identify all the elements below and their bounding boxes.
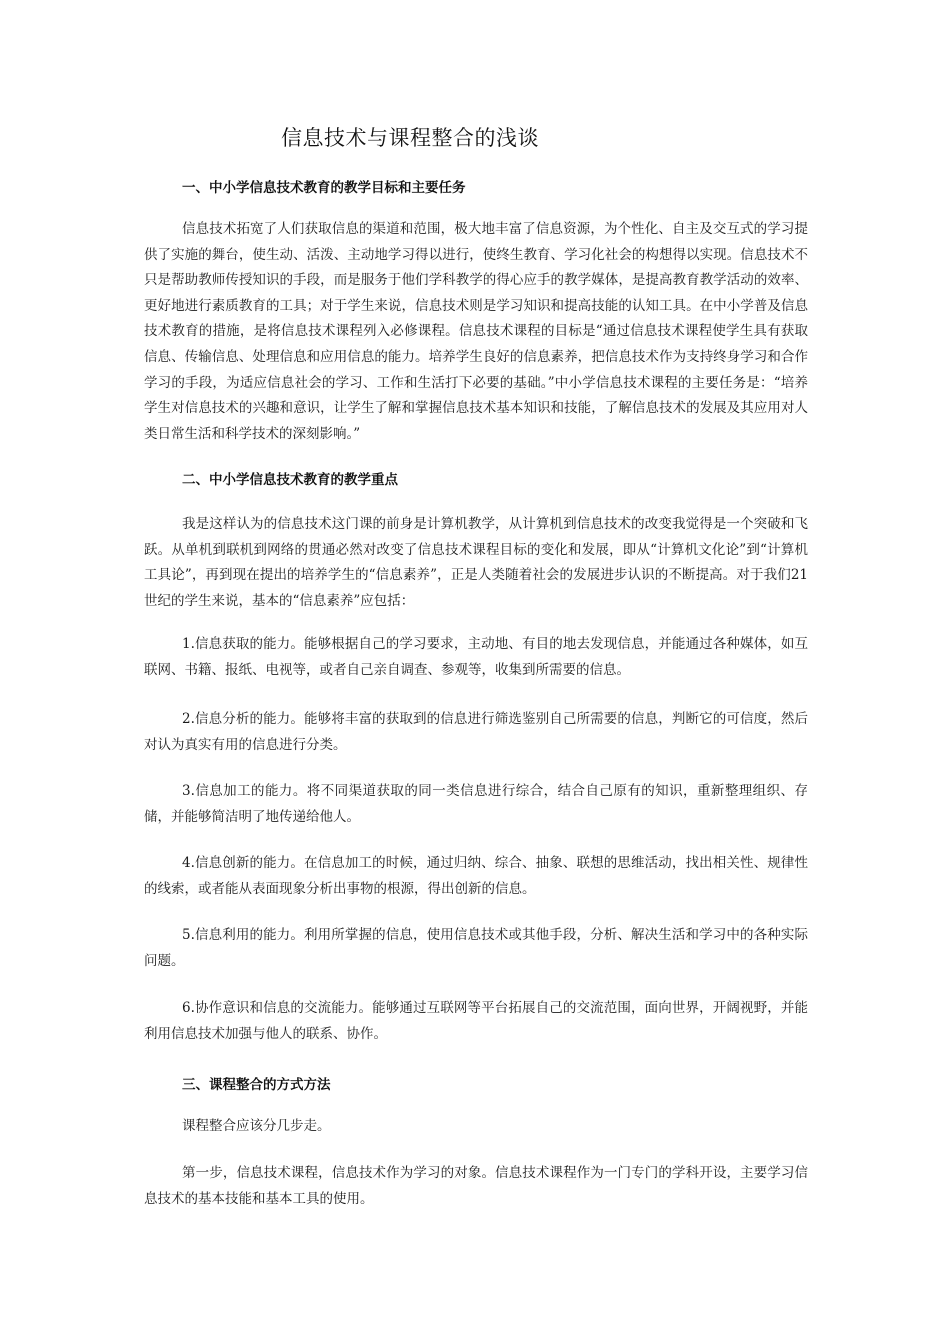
list-item: 6.协作意识和信息的交流能力。能够通过互联网等平台拓展自己的交流范围，面向世界，开阔视野，并能利用信息技术加强与他人的联系、协作。 xyxy=(144,1000,808,1042)
list-item: 3.信息加工的能力。将不同渠道获取的同一类信息进行综合，结合自己原有的知识，重新整理组织、存储，并能够简洁明了地传递给他人。 xyxy=(144,783,808,825)
document-title: 信息技术与课程整合的浅谈 xyxy=(281,126,539,150)
section1-paragraph: 信息技术拓宽了人们获取信息的渠道和范围，极大地丰富了信息资源，为个性化、自主及交互式的学习提供了实施的舞台，使生动、活泼、主动地学习得以进行，使终生教育、学习化社会的构想得以实现。信息技术不只是帮助教师传授知识的手段，而是服务于他们学科教学的得心应手的教学媒体，是提高教育教学活动的效率、更好地进行素质教育的工具；对于学生来说，信息技术则是学习知识和提高技能的认知工具。在中小学普及信息技术教育的措施，是将信息技术课程列入必修课程。信息技术课程的目标是“通过信息技术课程使学生具有获取信息、传输信息、处理信息和应用信息的能力。培养学生良好的信息素养，把信息技术作为支持终身学习和合作学习的手段，为适应信息社会的学习、工作和生活打下必要的基础。”中小学信息技术课程的主要任务是：“培养学生对信息技术的兴趣和意识，让学生了解和掌握信息技术基本知识和技能，了解信息技术的发展及其应用对人类日常生活和科学技术的深刻影响。” xyxy=(144,221,808,442)
section2-intro: 我是这样认为的信息技术这门课的前身是计算机教学，从计算机到信息技术的改变我觉得是一个突破和飞跃。从单机到联机到网络的贯通必然对改变了信息技术课程目标的变化和发展，即从“计算机文化论”到“计算机工具论”，再到现在提出的培养学生的“信息素养”，正是人类随着社会的发展进步认识的不断提高。对于我们21世纪的学生来说，基本的“信息素养”应包括： xyxy=(144,516,808,609)
section2-heading: 二、中小学信息技术教育的教学重点 xyxy=(182,472,398,488)
section3-heading: 三、课程整合的方式方法 xyxy=(182,1077,331,1093)
list-item: 2.信息分析的能力。能够将丰富的获取到的信息进行筛选鉴别自己所需要的信息，判断它的可信度，然后对认为真实有用的信息进行分类。 xyxy=(144,711,808,753)
list-item: 1.信息获取的能力。能够根据自己的学习要求，主动地、有目的地去发现信息，并能通过各种媒体，如互联网、书籍、报纸、电视等，或者自己亲自调查、参观等，收集到所需要的信息。 xyxy=(144,636,808,678)
list-item: 4.信息创新的能力。在信息加工的时候，通过归纳、综合、抽象、联想的思维活动，找出相关性、规律性的线索，或者能从表面现象分析出事物的根源，得出创新的信息。 xyxy=(144,855,808,897)
section3-intro: 课程整合应该分几步走。 xyxy=(182,1118,331,1134)
list-item: 5.信息利用的能力。利用所掌握的信息，使用信息技术或其他手段，分析、解决生活和学习中的各种实际问题。 xyxy=(144,927,808,969)
section3-step1: 第一步，信息技术课程，信息技术作为学习的对象。信息技术课程作为一门专门的学科开设，主要学习信息技术的基本技能和基本工具的使用。 xyxy=(144,1165,808,1207)
section1-heading: 一、中小学信息技术教育的教学目标和主要任务 xyxy=(182,180,466,196)
